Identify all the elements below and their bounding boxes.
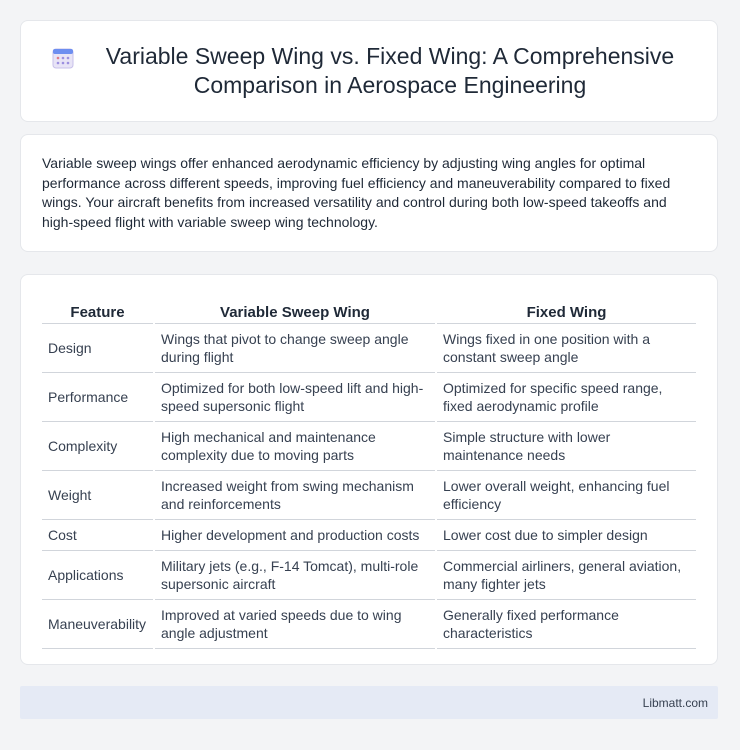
comparison-table bbox=[40, 293, 698, 649]
row-fixed: Optimized for specific speed range, fixed aerodynamic profile bbox=[437, 373, 696, 422]
comparison-card bbox=[20, 274, 718, 665]
row-fixed: Lower cost due to simpler design bbox=[437, 520, 696, 551]
calendar-icon bbox=[51, 46, 75, 70]
row-fixed: Commercial airliners, general aviation, many fighter jets bbox=[437, 551, 696, 600]
footer-bar bbox=[20, 686, 718, 719]
header-fixed-wing: Fixed Wing bbox=[437, 293, 696, 324]
row-variable-sweep: Optimized for both low-speed lift and high-speed supersonic flight bbox=[155, 373, 435, 422]
row-feature: Cost bbox=[42, 520, 153, 551]
row-feature: Complexity bbox=[42, 422, 153, 471]
row-variable-sweep: High mechanical and maintenance complexity due to moving parts bbox=[155, 422, 435, 471]
header-variable-sweep-wing: Variable Sweep Wing bbox=[155, 293, 435, 324]
title-wrap bbox=[21, 42, 717, 100]
intro-card bbox=[20, 134, 718, 252]
row-fixed: Wings fixed in one position with a constant sweep angle bbox=[437, 324, 696, 373]
table-row bbox=[42, 471, 696, 520]
table-row bbox=[42, 600, 696, 649]
row-variable-sweep: Higher development and production costs bbox=[155, 520, 435, 551]
header-feature: Feature bbox=[42, 293, 153, 324]
table-header-row bbox=[42, 293, 696, 324]
row-feature: Design bbox=[42, 324, 153, 373]
row-feature: Performance bbox=[42, 373, 153, 422]
row-feature: Maneuverability bbox=[42, 600, 153, 649]
row-feature: Weight bbox=[42, 471, 153, 520]
table-row bbox=[42, 520, 696, 551]
table-row bbox=[42, 324, 696, 373]
row-variable-sweep: Increased weight from swing mechanism and reinforcements bbox=[155, 471, 435, 520]
title-card bbox=[20, 20, 718, 122]
row-fixed: Generally fixed performance characteristics bbox=[437, 600, 696, 649]
footer-site-link[interactable]: Libmatt.com bbox=[642, 695, 708, 710]
row-variable-sweep: Wings that pivot to change sweep angle during flight bbox=[155, 324, 435, 373]
intro-paragraph: Variable sweep wings offer enhanced aerodynamic efficiency by adjusting wing angles for optimal performance across different speeds, improving fuel efficiency and maneuverability compared to fixed wings. Your aircraft benefits from increased versatility and control during both low-speed takeoffs and high-speed flight with variable sweep wing technology. bbox=[42, 155, 671, 230]
row-variable-sweep: Improved at varied speeds due to wing angle adjustment bbox=[155, 600, 435, 649]
table-row bbox=[42, 373, 696, 422]
row-fixed: Lower overall weight, enhancing fuel efficiency bbox=[437, 471, 696, 520]
row-fixed: Simple structure with lower maintenance needs bbox=[437, 422, 696, 471]
table-row bbox=[42, 422, 696, 471]
table-row bbox=[42, 551, 696, 600]
row-feature: Applications bbox=[42, 551, 153, 600]
page-title: Variable Sweep Wing vs. Fixed Wing: A Comprehensive Comparison in Aerospace Engineering bbox=[105, 43, 675, 98]
row-variable-sweep: Military jets (e.g., F-14 Tomcat), multi-role supersonic aircraft bbox=[155, 551, 435, 600]
